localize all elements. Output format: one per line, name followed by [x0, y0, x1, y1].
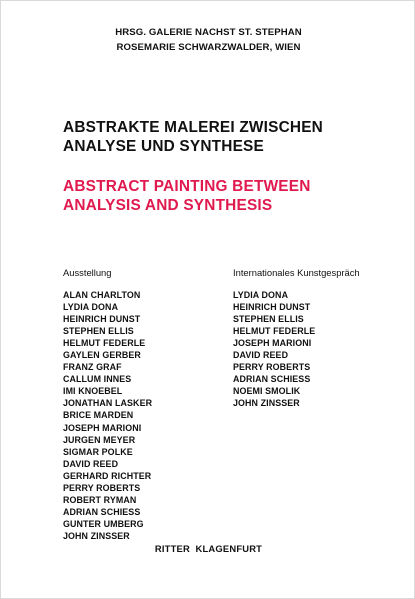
artist-name: HELMUT FEDERLE: [63, 338, 146, 349]
artist-name: GUNTER UMBERG: [63, 518, 144, 529]
artist-name: GAYLEN GERBER: [63, 350, 141, 361]
participant-name: HELMUT FEDERLE: [233, 326, 316, 337]
artist-name: HEINRICH DUNST: [63, 314, 141, 325]
participant-name: JOSEPH MARIONI: [233, 338, 312, 349]
artist-name: ALAN CHARLTON: [63, 290, 141, 300]
artist-name: BRICE MARDEN: [63, 410, 134, 421]
artist-name: IMI KNOEBEL: [63, 386, 123, 397]
participant-name: JOHN ZINSSER: [233, 398, 300, 409]
artist-name: GERHARD RICHTER: [63, 470, 152, 481]
artist-name: ROBERT RYMAN: [63, 494, 137, 505]
publisher-line-1: HRSG. GALERIE NACHST ST. STEPHAN: [115, 27, 302, 38]
artist-name: JURGEN MEYER: [63, 434, 136, 445]
title-english-line-2: ANALYSIS AND SYNTHESIS: [63, 197, 273, 214]
artist-name: LYDIA DONA: [63, 302, 119, 313]
participant-name: STEPHEN ELLIS: [233, 314, 304, 325]
exhibition-artist-list: [63, 289, 152, 542]
artist-name: FRANZ GRAF: [63, 362, 122, 373]
artist-name: JONATHAN LASKER: [63, 398, 153, 409]
artist-name: JOHN ZINSSER: [63, 530, 130, 541]
participant-name: LYDIA DONA: [233, 290, 289, 300]
artist-name: SIGMAR POLKE: [63, 446, 133, 457]
participant-name: NOEMI SMOLIK: [233, 386, 301, 397]
publisher-line-2: ROSEMARIE SCHWARZWALDER, WIEN: [116, 42, 301, 53]
participant-name: PERRY ROBERTS: [233, 362, 311, 373]
exhibition-column: [63, 267, 152, 542]
conference-participant-list: [233, 289, 360, 409]
conference-heading: Internationales Kunstgespräch: [233, 267, 360, 278]
artist-name: CALLUM INNES: [63, 374, 132, 385]
participant-name: DAVID REED: [233, 350, 289, 361]
publisher-block: [1, 25, 415, 55]
artist-name: PERRY ROBERTS: [63, 482, 141, 493]
title-german-line-1: ABSTRAKTE MALEREI ZWISCHEN: [63, 119, 323, 136]
participant-name: ADRIAN SCHIESS: [233, 374, 311, 385]
artist-name: STEPHEN ELLIS: [63, 326, 134, 337]
title-german-line-2: ANALYSE UND SYNTHESE: [63, 138, 264, 155]
artist-name: ADRIAN SCHIESS: [63, 506, 141, 517]
artist-name: DAVID REED: [63, 458, 119, 469]
title-english-line-1: ABSTRACT PAINTING BETWEEN: [63, 178, 311, 195]
exhibition-heading: Ausstellung: [63, 267, 112, 278]
title-english: [63, 177, 393, 215]
publisher-imprint: RITTER KLAGENFURT: [154, 543, 263, 554]
title-german: [63, 118, 393, 156]
conference-column: [233, 267, 360, 409]
participant-name: HEINRICH DUNST: [233, 302, 311, 313]
artist-name: JOSEPH MARIONI: [63, 422, 142, 433]
